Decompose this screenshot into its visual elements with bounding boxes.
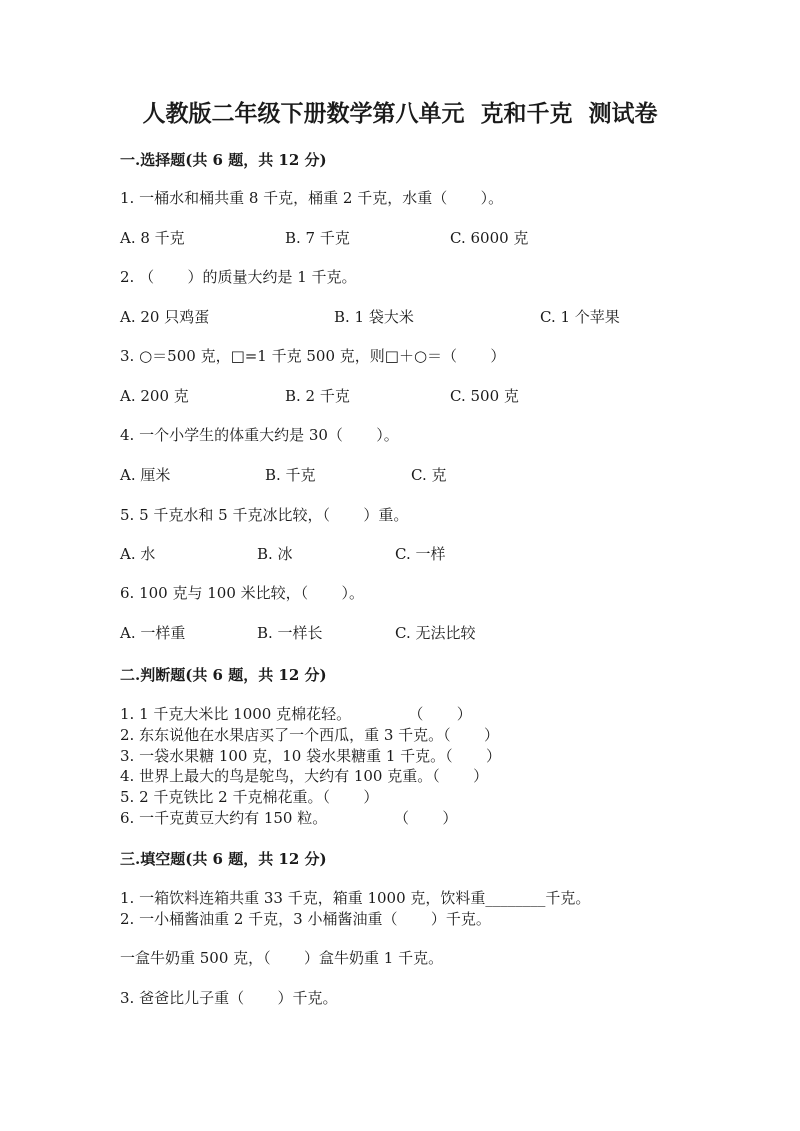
q6-option-b: B. 一样长 [257,624,323,642]
question-1: 1. 一桶水和桶共重 8 千克，桶重 2 千克，水重（ ）。 [120,189,504,207]
q2-option-b: B. 1 袋大米 [334,308,414,326]
question-2: 2. （ ）的质量大约是 1 千克。 [120,268,357,286]
section-heading-fill: 三.填空题(共 6 题，共 12 分) [120,850,327,868]
question-3: 3. ○＝500 克，□=1 千克 500 克，则□＋○＝（ ） [120,347,506,365]
q5-option-a: A. 水 [120,545,156,563]
judgment-item-1: 1. 1 千克大米比 1000 克棉花轻。 （ ） [120,705,472,723]
q6-option-c: C. 无法比较 [395,624,476,642]
q4-option-a: A. 厘米 [120,466,171,484]
section-heading-judgment: 二.判断题(共 6 题，共 12 分) [120,666,327,684]
page-title: 人教版二年级下册数学第八单元 克和千克 测试卷 [142,100,658,127]
q3-option-b: B. 2 千克 [285,387,350,405]
judgment-item-3: 3. 一袋水果糖 100 克，10 袋水果糖重 1 千克。（ ） [120,747,502,765]
q5-option-b: B. 冰 [257,545,293,563]
question-5: 5. 5 千克水和 5 千克冰比较，（ ）重。 [120,506,409,524]
q3-option-c: C. 500 克 [450,387,519,405]
judgment-item-5: 5. 2 千克铁比 2 千克棉花重。（ ） [120,788,379,806]
judgment-item-2: 2. 东东说他在水果店买了一个西瓜，重 3 千克。（ ） [120,726,500,744]
section-heading-choice: 一.选择题(共 6 题，共 12 分) [120,151,327,169]
q5-option-c: C. 一样 [395,545,446,563]
q1-option-c: C. 6000 克 [450,229,529,247]
fill-item-2: 2. 一小桶酱油重 2 千克，3 小桶酱油重（ ）千克。 [120,910,491,928]
question-6: 6. 100 克与 100 米比较，（ ）。 [120,584,365,602]
q6-option-a: A. 一样重 [120,624,186,642]
q2-option-a: A. 20 只鸡蛋 [120,308,210,326]
fill-item-1: 1. 一箱饮料连箱共重 33 千克，箱重 1000 克，饮料重________千克。 [120,889,591,907]
q1-option-b: B. 7 千克 [285,229,350,247]
q4-option-b: B. 千克 [265,466,316,484]
judgment-item-6: 6. 一千克黄豆大约有 150 粒。 （ ） [120,809,458,827]
fill-item-2-sub: 一盒牛奶重 500 克，（ ）盒牛奶重 1 千克。 [120,949,444,967]
q3-option-a: A. 200 克 [120,387,189,405]
judgment-item-4: 4. 世界上最大的鸟是鸵鸟，大约有 100 克重。（ ） [120,767,489,785]
q2-option-c: C. 1 个苹果 [540,308,620,326]
question-4: 4. 一个小学生的体重大约是 30（ ）。 [120,426,399,444]
fill-item-3: 3. 爸爸比儿子重（ ）千克。 [120,989,338,1007]
q4-option-c: C. 克 [411,466,447,484]
q1-option-a: A. 8 千克 [120,229,185,247]
